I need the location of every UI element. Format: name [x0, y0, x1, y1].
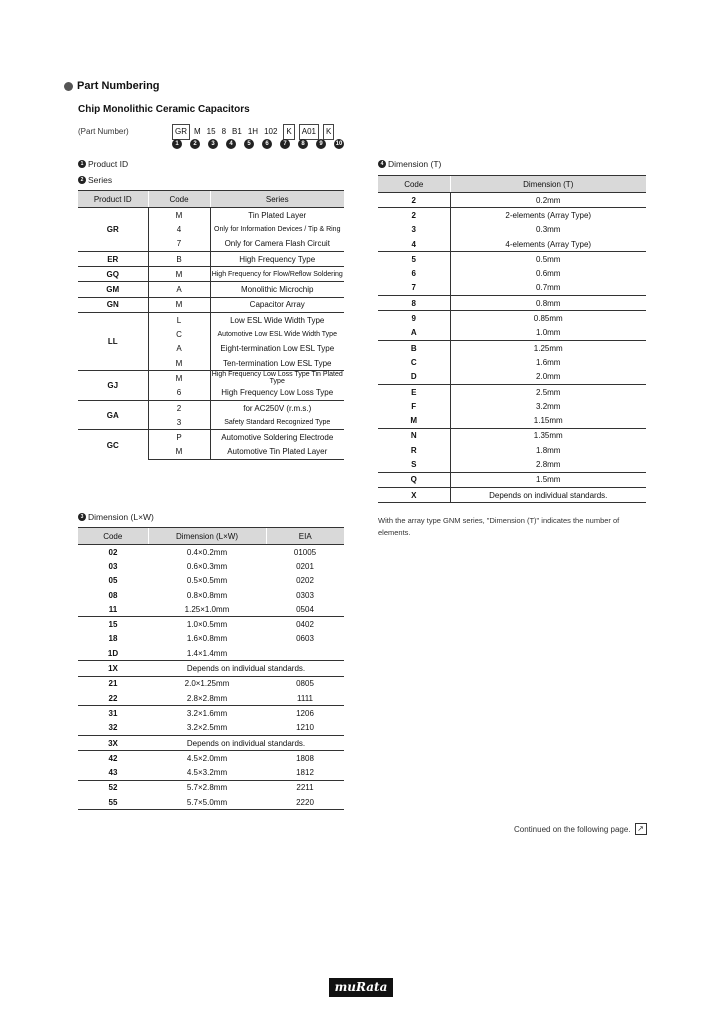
code-cell: 7: [148, 237, 210, 252]
eia-cell: 1808: [266, 751, 344, 766]
code-cell: Q: [378, 472, 450, 487]
table-row: [78, 691, 344, 706]
table-row: [78, 251, 344, 266]
table-row: [78, 282, 344, 297]
part-number-segment: K: [283, 124, 294, 140]
code-cell: 21: [78, 676, 148, 691]
product-id-cell: LL: [78, 313, 148, 371]
code-cell: 2: [378, 193, 450, 208]
dimension-cell: 5.7×2.8mm: [148, 780, 266, 795]
code-cell: 1X: [78, 661, 148, 676]
dimension-cell: 1.8mm: [450, 443, 646, 457]
dimension-cell: 1.6mm: [450, 355, 646, 369]
dimension-cell: 1.6×0.8mm: [186, 634, 228, 644]
product-id-cell: GN: [78, 297, 148, 312]
dimension-cell: 1.15mm: [450, 413, 646, 428]
series-cell: Monolithic Microchip: [210, 282, 344, 297]
part-number-label: (Part Number): [78, 127, 129, 136]
eia-cell: 2220: [266, 795, 344, 810]
code-cell: 55: [78, 795, 148, 810]
dimension-cell: 2.0×1.25mm: [148, 676, 266, 691]
dimension-cell: 0.5×0.5mm: [186, 576, 228, 586]
code-cell: N: [378, 428, 450, 443]
code-cell: 02: [78, 545, 148, 560]
dimension-cell: 1.5mm: [450, 472, 646, 487]
dimension-cell: 4.5×2.0mm: [148, 751, 266, 766]
table-row: [78, 588, 344, 602]
label-product-id: 1 Product ID: [78, 159, 128, 169]
header-code: Code: [148, 191, 210, 208]
dimension-t-table: [378, 175, 646, 503]
eia-cell: 1812: [296, 768, 314, 778]
product-id-cell: ER: [78, 251, 148, 266]
dimension-cell: 0.6mm: [450, 266, 646, 280]
dimension-cell: 4-elements (Array Type): [450, 237, 646, 252]
dimension-cell: 2.8mm: [450, 457, 646, 472]
dimension-cell: 1.25mm: [450, 340, 646, 355]
table-row: [378, 443, 646, 457]
murata-logo: muRata: [329, 978, 393, 997]
index-badge: 7: [280, 139, 290, 149]
product-id-cell: GM: [78, 282, 148, 297]
table-row: [78, 780, 344, 795]
series-cell: High Frequency Low Loss Type: [210, 386, 344, 401]
table-row: [378, 311, 646, 326]
index-badge: 6: [262, 139, 272, 149]
table-row: [378, 370, 646, 385]
product-id-cell: GA: [78, 400, 148, 430]
series-cell: Only for Camera Flash Circuit: [210, 237, 344, 252]
dimension-cell: 2.8×2.8mm: [186, 693, 228, 703]
table-row: [378, 487, 646, 502]
table-row: [78, 721, 344, 736]
table-row: [78, 617, 344, 632]
eia-cell: 01005: [266, 545, 344, 560]
table-row: [78, 545, 344, 560]
table-row: [78, 297, 344, 312]
series-table: [78, 190, 344, 460]
table-row: [78, 646, 344, 661]
product-id-cell: GQ: [78, 267, 148, 282]
code-cell: 4: [411, 239, 416, 249]
continue-arrow-icon: ↗: [635, 823, 647, 835]
eia-cell: [266, 646, 344, 661]
index-badge: 2: [190, 139, 200, 149]
table-row: [78, 765, 344, 780]
header-dimension-lw: Dimension (L×W): [148, 528, 266, 545]
table-row: [78, 574, 344, 588]
code-cell: L: [148, 313, 210, 328]
dimension-cell: 0.6×0.3mm: [186, 561, 228, 571]
array-type-note: With the array type GNM series, "Dimension (T)" indicates the number of elements.: [378, 516, 620, 537]
index-badge: 5: [244, 139, 254, 149]
code-cell: 3: [148, 415, 210, 430]
code-cell: 52: [78, 780, 148, 795]
code-cell: M: [148, 297, 210, 312]
code-cell: 32: [108, 723, 118, 733]
continued-note: Continued on the following page. ↗: [514, 823, 647, 835]
eia-cell: 0303: [296, 590, 314, 600]
code-cell: A: [410, 328, 417, 338]
dimension-cell: 0.4×0.2mm: [148, 545, 266, 560]
page-subtitle: Chip Monolithic Ceramic Capacitors: [78, 104, 250, 115]
table-row: [378, 281, 646, 296]
section-title: Part Numbering: [64, 80, 160, 92]
code-cell: D: [410, 372, 417, 382]
index-badge: 3: [78, 513, 86, 521]
code-cell: S: [411, 459, 417, 469]
code-cell: 5: [378, 252, 450, 267]
table-row: [378, 237, 646, 252]
dimension-cell: Depends on individual standards.: [148, 735, 344, 750]
series-cell: Automotive Soldering Electrode: [210, 430, 344, 445]
dimension-cell: 1.4×1.4mm: [186, 648, 228, 658]
eia-cell: 1210: [296, 723, 314, 733]
dimension-cell: 0.3mm: [450, 223, 646, 237]
code-cell: 31: [78, 706, 148, 721]
eia-cell: 0603: [296, 634, 314, 644]
eia-cell: 1206: [266, 706, 344, 721]
series-cell: Eight-termination Low ESL Type: [210, 342, 344, 356]
code-cell: 2: [378, 208, 450, 223]
table-row: [378, 223, 646, 237]
label-dimension-t: 4 Dimension (T): [378, 159, 441, 169]
index-badge: 9: [316, 139, 326, 149]
eia-cell: 0201: [296, 561, 314, 571]
eia-cell: 1111: [296, 693, 313, 703]
code-cell: F: [411, 401, 417, 411]
code-cell: 42: [78, 751, 148, 766]
code-cell: 3: [411, 225, 416, 235]
series-cell: High Frequency for Flow/Reflow Soldering: [210, 267, 344, 282]
header-code: Code: [78, 528, 148, 545]
dimension-cell: 1.0mm: [450, 326, 646, 341]
code-cell: R: [410, 445, 417, 455]
series-cell: for AC250V (r.m.s.): [210, 400, 344, 415]
dimension-cell: 0.85mm: [450, 311, 646, 326]
index-badge: 2: [78, 176, 86, 184]
code-cell: 05: [108, 576, 118, 586]
index-badge: 4: [378, 160, 386, 168]
index-badge: 10: [335, 141, 343, 147]
code-cell: M: [148, 445, 210, 460]
code-cell: 08: [108, 590, 118, 600]
table-row: [78, 602, 344, 617]
eia-cell: 0504: [296, 604, 314, 614]
code-cell: M: [148, 356, 210, 371]
code-cell: 8: [378, 296, 450, 311]
table-row: [78, 400, 344, 415]
code-cell: 7: [411, 283, 416, 293]
code-cell: P: [148, 430, 210, 445]
code-cell: 4: [148, 222, 210, 236]
code-cell: A: [148, 342, 210, 356]
table-row: [378, 266, 646, 280]
code-cell: C: [148, 327, 210, 341]
table-row: [378, 296, 646, 311]
header-product-id: Product ID: [78, 191, 148, 208]
series-cell: Safety Standard Recognized Type: [210, 415, 344, 430]
header-eia: EIA: [266, 528, 344, 545]
dimension-cell: 3.2mm: [450, 399, 646, 413]
table-row: [78, 371, 344, 386]
code-cell: 1D: [107, 648, 119, 658]
series-cell: Capacitor Array: [210, 297, 344, 312]
part-number-segment: GR: [172, 124, 190, 140]
code-cell: 22: [108, 693, 118, 703]
dimension-cell: 5.7×5.0mm: [148, 795, 266, 810]
index-badge: 1: [78, 160, 86, 168]
dimension-cell: 0.7mm: [450, 281, 646, 296]
series-cell: Only for Information Devices / Tip & Ring: [210, 222, 344, 236]
series-cell: Tin Plated Layer: [210, 208, 344, 223]
series-cell: Automotive Tin Plated Layer: [210, 445, 344, 460]
code-cell: B: [378, 340, 450, 355]
table-row: [78, 430, 344, 445]
code-cell: 15: [78, 617, 148, 632]
table-row: [378, 193, 646, 208]
code-cell: E: [378, 384, 450, 399]
dimension-lw-table: [78, 527, 344, 810]
code-cell: 03: [108, 561, 118, 571]
table-row: [78, 313, 344, 328]
code-cell: 6: [148, 386, 210, 401]
part-number-example: [172, 124, 338, 140]
code-cell: M: [148, 371, 210, 386]
series-cell: Ten-termination Low ESL Type: [210, 356, 344, 371]
code-cell: X: [378, 487, 450, 502]
header-code: Code: [378, 176, 450, 193]
series-cell: Automotive Low ESL Wide Width Type: [210, 327, 344, 341]
table-row: [78, 661, 344, 676]
series-cell: Low ESL Wide Width Type: [210, 313, 344, 328]
code-cell: B: [148, 251, 210, 266]
part-number-segment: A01: [299, 124, 319, 140]
code-cell: A: [148, 282, 210, 297]
dimension-cell: 0.8mm: [450, 296, 646, 311]
code-cell: C: [410, 357, 417, 367]
code-cell: 11: [108, 604, 118, 614]
code-cell: 9: [378, 311, 450, 326]
table-row: [78, 632, 344, 646]
part-number-segment: K: [323, 124, 334, 140]
table-row: [78, 267, 344, 282]
dimension-cell: 2.5mm: [450, 384, 646, 399]
index-badge: 4: [226, 139, 236, 149]
table-row: [378, 384, 646, 399]
series-cell: High Frequency Type: [210, 251, 344, 266]
table-row: [78, 706, 344, 721]
dimension-cell: 2-elements (Array Type): [450, 208, 646, 223]
header-dimension-t: Dimension (T): [450, 176, 646, 193]
table-row: [378, 472, 646, 487]
table-row: [378, 252, 646, 267]
code-cell: M: [148, 267, 210, 282]
code-cell: 18: [108, 634, 118, 644]
part-number-segment: 1H: [247, 127, 259, 136]
dimension-cell: 1.0×0.5mm: [148, 617, 266, 632]
index-badge: 8: [298, 139, 308, 149]
part-number-indices: [172, 139, 352, 149]
index-badge: 3: [208, 139, 218, 149]
part-number-segment: M: [194, 127, 201, 136]
table-row: [378, 399, 646, 413]
table-row: [378, 340, 646, 355]
part-number-segment: 102: [264, 127, 278, 136]
table-row: [378, 326, 646, 341]
series-cell: High Frequency Low Loss Type Tin Plated Type: [211, 371, 343, 386]
code-cell: 3X: [78, 735, 148, 750]
code-cell: M: [410, 416, 418, 426]
dimension-cell: 0.5mm: [450, 252, 646, 267]
part-number-segment: 15: [206, 127, 216, 136]
table-row: [78, 751, 344, 766]
dimension-cell: 3.2×1.6mm: [148, 706, 266, 721]
eia-cell: 0402: [266, 617, 344, 632]
section-bullet-icon: [64, 82, 73, 91]
table-row: [78, 735, 344, 750]
eia-cell: 2211: [266, 780, 344, 795]
dimension-cell: Depends on individual standards.: [148, 661, 344, 676]
code-cell: M: [148, 208, 210, 223]
code-cell: 43: [108, 768, 118, 778]
part-number-segment: B1: [232, 127, 242, 136]
table-row: [378, 457, 646, 472]
eia-cell: 0805: [266, 676, 344, 691]
index-badge: 1: [172, 139, 182, 149]
product-id-cell: GC: [78, 430, 148, 460]
eia-cell: 0202: [296, 576, 314, 586]
dimension-cell: 0.8×0.8mm: [186, 590, 228, 600]
table-row: [378, 428, 646, 443]
dimension-cell: 1.35mm: [450, 428, 646, 443]
product-id-cell: GR: [78, 208, 148, 252]
label-series: 2 Series: [78, 175, 112, 185]
table-row: [378, 413, 646, 428]
table-row: [78, 795, 344, 810]
dimension-cell: 4.5×3.2mm: [186, 768, 228, 778]
code-cell: 6: [411, 269, 416, 279]
dimension-cell: 3.2×2.5mm: [186, 723, 228, 733]
product-id-cell: GJ: [78, 371, 148, 401]
code-cell: 2: [148, 400, 210, 415]
dimension-cell: 2.0mm: [450, 370, 646, 385]
table-row: [378, 208, 646, 223]
table-row: [78, 559, 344, 573]
part-number-segment: 8: [221, 127, 227, 136]
table-row: [378, 355, 646, 369]
dimension-cell: 0.2mm: [450, 193, 646, 208]
header-series: Series: [210, 191, 344, 208]
dimension-cell: 1.25×1.0mm: [184, 604, 230, 614]
table-row: [78, 676, 344, 691]
table-row: [78, 208, 344, 223]
label-dimension-lw: 3 Dimension (L×W): [78, 512, 154, 522]
dimension-cell: Depends on individual standards.: [450, 487, 646, 502]
